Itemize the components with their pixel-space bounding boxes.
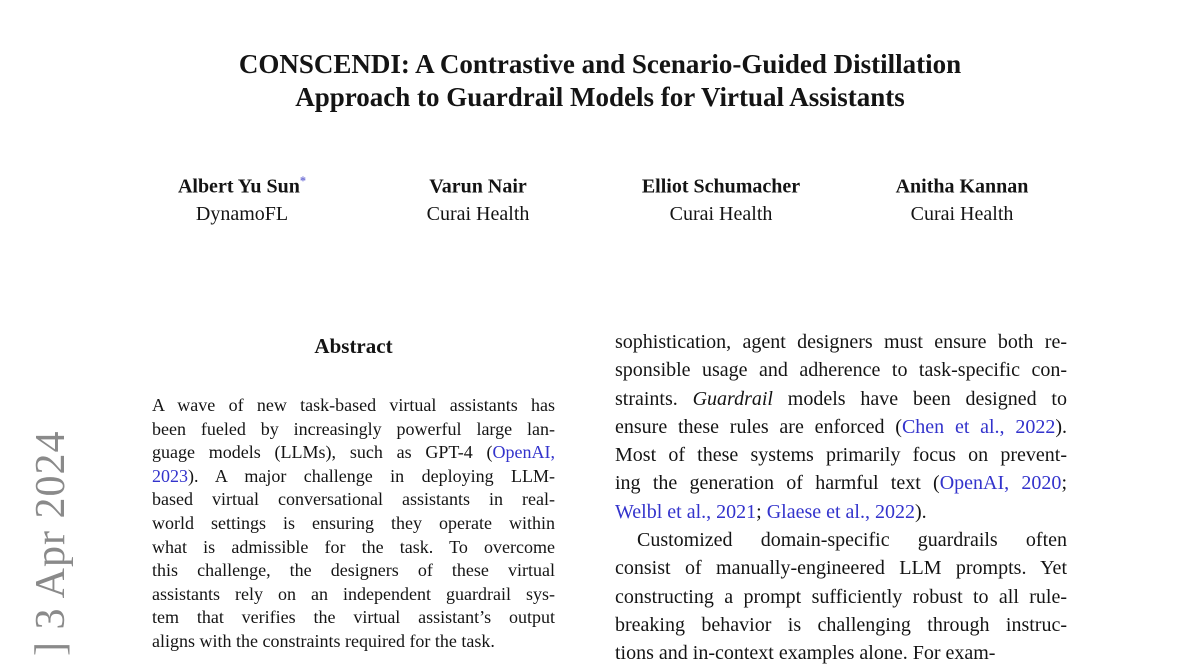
introduction-column xyxy=(615,328,1067,668)
citation-link[interactable]: Glaese et al., 2022 xyxy=(766,500,915,523)
body-text: ; xyxy=(756,500,767,523)
text-line xyxy=(615,441,1067,469)
text-line xyxy=(615,583,1067,611)
text-line xyxy=(152,488,555,512)
author-name-text: Albert Yu Sun xyxy=(177,175,300,198)
emphasis-text: Guardrail xyxy=(692,387,773,410)
citation-link[interactable]: OpenAI, 2020 xyxy=(939,472,1062,495)
body-text: Customized domain-specific guardrails often xyxy=(637,529,1067,552)
text-line xyxy=(152,465,555,489)
text-line xyxy=(152,606,555,630)
abstract-heading: Abstract xyxy=(314,334,393,358)
body-text: constructing a prompt sufficiently robust to all rule- xyxy=(615,585,1067,608)
body-text: assistants rely on an independent guardrail sys- xyxy=(152,583,555,604)
body-text: breaking behavior is challenging through instruc- xyxy=(615,613,1067,636)
body-text: ing the generation of harmful text ( xyxy=(615,472,940,495)
text-line xyxy=(615,639,1067,667)
author-affiliation: Curai Health xyxy=(669,202,773,225)
footnote-asterisk[interactable]: * xyxy=(299,174,307,188)
text-line xyxy=(615,526,1067,554)
text-line xyxy=(152,418,555,442)
text-line xyxy=(615,469,1067,497)
body-text: guage models (LLMs), such as GPT-4 ( xyxy=(152,442,493,463)
body-text: sponsible usage and adherence to task-specific con- xyxy=(615,359,1067,382)
author-block-albert-yu-sun xyxy=(142,168,342,228)
text-line xyxy=(615,385,1067,413)
author-name-text: Varun Nair xyxy=(429,175,527,198)
body-text: consist of manually-engineered LLM prompts. Yet xyxy=(615,557,1067,580)
author-name xyxy=(142,168,342,201)
text-line xyxy=(152,441,555,465)
text-line xyxy=(152,630,555,654)
text-line xyxy=(152,394,555,418)
paper-title-line1: CONSCENDI: A Contrastive and Scenario-Guided Distillation xyxy=(238,49,962,79)
citation-link[interactable]: 2023 xyxy=(152,465,188,486)
author-block-anitha-kannan xyxy=(862,168,1062,228)
body-text: aligns with the constraints required for the task. xyxy=(152,630,495,651)
body-text: ). A major challenge in deploying LLM- xyxy=(188,465,555,486)
body-text: world settings is ensuring they operate within xyxy=(152,512,555,533)
citation-link[interactable]: OpenAI, xyxy=(492,442,555,463)
author-affiliation: Curai Health xyxy=(426,202,530,225)
author-block-elliot-schumacher xyxy=(621,168,821,228)
body-text: A wave of new task-based virtual assistants has xyxy=(152,395,555,415)
body-text: what is admissible for the task. To overcome xyxy=(152,536,555,557)
text-line xyxy=(152,536,555,560)
body-text: models have been designed to xyxy=(772,387,1067,410)
body-text: ; xyxy=(1061,472,1067,495)
text-line xyxy=(615,413,1067,441)
body-text: tions and in-context examples alone. For exam- xyxy=(615,642,996,665)
body-text: ensure these rules are enforced ( xyxy=(615,415,902,438)
body-text: ). xyxy=(914,500,927,523)
text-line xyxy=(152,512,555,536)
citation-link[interactable]: Chen et al., 2022 xyxy=(901,415,1056,438)
body-text: straints. xyxy=(615,387,693,410)
text-line xyxy=(152,583,555,607)
body-text: tem that verifies the virtual assistant’s output xyxy=(152,607,555,628)
abstract-body xyxy=(152,394,555,654)
author-block-varun-nair xyxy=(378,168,578,228)
author-name xyxy=(378,168,578,201)
text-line xyxy=(615,611,1067,639)
body-text: Most of these systems primarily focus on prevent- xyxy=(615,444,1067,467)
text-line xyxy=(615,554,1067,582)
body-text: sophistication, agent designers must ensure both re- xyxy=(615,331,1067,353)
author-affiliation: Curai Health xyxy=(910,202,1014,225)
text-line xyxy=(615,356,1067,384)
author-affiliation: DynamoFL xyxy=(195,202,289,225)
body-text: based virtual conversational assistants in real- xyxy=(152,489,555,510)
paper-title xyxy=(0,48,1200,114)
author-name-text: Elliot Schumacher xyxy=(641,175,801,198)
body-text: been fueled by increasingly powerful large lan- xyxy=(152,418,555,439)
author-name xyxy=(621,168,821,201)
arxiv-date-stamp: ] 3 Apr 2024 xyxy=(28,430,74,656)
text-line xyxy=(615,498,1067,526)
body-text: this challenge, the designers of these virtual xyxy=(152,560,555,581)
body-text: ). xyxy=(1055,415,1067,438)
paper-title-line2: Approach to Guardrail Models for Virtual Assistants xyxy=(295,82,905,112)
author-name-text: Anitha Kannan xyxy=(895,175,1029,198)
text-line xyxy=(152,559,555,583)
author-name xyxy=(862,168,1062,201)
text-line xyxy=(615,328,1067,356)
citation-link[interactable]: Welbl et al., 2021 xyxy=(615,500,757,523)
